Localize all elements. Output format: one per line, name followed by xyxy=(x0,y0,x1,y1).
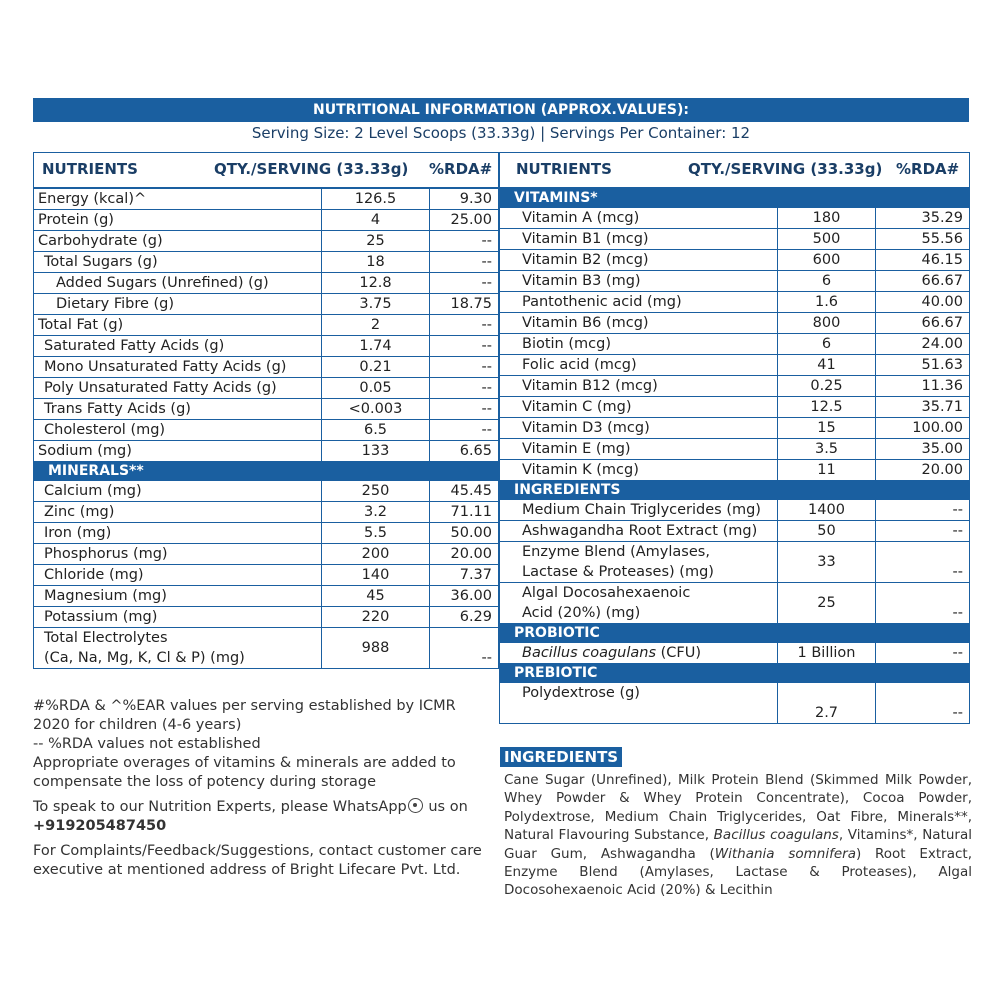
nutrient-rda: 7.37 xyxy=(430,565,499,586)
nutrient-qty: 11 xyxy=(778,460,876,481)
nutrient-qty: 1.74 xyxy=(322,336,430,357)
note-whatsapp xyxy=(33,798,493,836)
nutrient-name: Calcium (mg) xyxy=(34,481,322,502)
probiotic-section-label: PROBIOTIC xyxy=(500,624,970,643)
minerals-section xyxy=(34,462,499,481)
phone-number: +919205487450 xyxy=(33,818,167,834)
nutrient-qty: 1400 xyxy=(778,500,876,521)
table-row xyxy=(34,586,499,607)
nutrient-name: Total Fat (g) xyxy=(34,315,322,336)
nutrient-name: Cholesterol (mg) xyxy=(34,420,322,441)
nutrient-rda: 9.30 xyxy=(430,188,499,210)
nutrient-name xyxy=(500,583,778,624)
nutrient-rda: 24.00 xyxy=(876,334,970,355)
ingredients-title: INGREDIENTS xyxy=(500,747,622,767)
nutrient-rda: -- xyxy=(430,357,499,378)
table-row xyxy=(34,231,499,252)
table-row xyxy=(500,229,970,250)
nutrient-qty: 33 xyxy=(778,542,876,583)
nutrient-name: Trans Fatty Acids (g) xyxy=(34,399,322,420)
whatsapp-text-2: us on xyxy=(423,799,468,815)
nutrient-qty: 1.6 xyxy=(778,292,876,313)
vitamins-section xyxy=(500,188,970,208)
table-row xyxy=(500,439,970,460)
right-nutrition-table xyxy=(499,152,970,724)
table-row xyxy=(500,292,970,313)
table-row xyxy=(34,357,499,378)
nutrient-name: Folic acid (mcg) xyxy=(500,355,778,376)
nutrient-rda: -- xyxy=(876,583,970,624)
nutrient-rda: -- xyxy=(876,542,970,583)
nutrient-qty: 50 xyxy=(778,521,876,542)
nutrient-qty: 25 xyxy=(322,231,430,252)
prebiotic-section-label: PREBIOTIC xyxy=(500,664,970,683)
nutrient-name: Pantothenic acid (mg) xyxy=(500,292,778,313)
table-row xyxy=(34,481,499,502)
note-complaints: For Complaints/Feedback/Suggestions, contact customer care executive at mentioned address of Bright Lifecare Pvt. Ltd. xyxy=(33,843,482,878)
header-qty: QTY./SERVING (33.33g) xyxy=(688,160,883,178)
prebiotic-section xyxy=(500,664,970,683)
table-row xyxy=(500,643,970,664)
nutrient-rda: 51.63 xyxy=(876,355,970,376)
table-row xyxy=(34,544,499,565)
table-row xyxy=(500,271,970,292)
table-row xyxy=(34,502,499,523)
table-row xyxy=(34,252,499,273)
nutrient-qty: 45 xyxy=(322,586,430,607)
table-row xyxy=(500,583,970,624)
nutrient-qty: 0.25 xyxy=(778,376,876,397)
nutrient-name: Vitamin A (mcg) xyxy=(500,208,778,229)
nutrient-name: Iron (mg) xyxy=(34,523,322,544)
nutrient-qty: 2.7 xyxy=(778,683,876,724)
header-rda: %RDA# xyxy=(896,160,960,178)
nutrient-name: Energy (kcal)^ xyxy=(34,188,322,210)
nutrient-name: Vitamin D3 (mcg) xyxy=(500,418,778,439)
nutrient-name: Biotin (mcg) xyxy=(500,334,778,355)
table-row xyxy=(34,188,499,210)
nutrient-name: Saturated Fatty Acids (g) xyxy=(34,336,322,357)
serving-size-line: Serving Size: 2 Level Scoops (33.33g) | Servings Per Container: 12 xyxy=(251,124,751,142)
nutrient-qty: 600 xyxy=(778,250,876,271)
nutrient-rda: 40.00 xyxy=(876,292,970,313)
nutrient-name: Sodium (mg) xyxy=(34,441,322,462)
right-table-header xyxy=(500,153,970,189)
nutrient-rda: 6.29 xyxy=(430,607,499,628)
minerals-section-label: MINERALS** xyxy=(34,462,499,481)
nutrient-name: Vitamin B1 (mcg) xyxy=(500,229,778,250)
nutrient-rda: 35.71 xyxy=(876,397,970,418)
table-row xyxy=(500,683,970,724)
nutrient-name: Chloride (mg) xyxy=(34,565,322,586)
nutrient-rda: 66.67 xyxy=(876,271,970,292)
nutrient-rda: 35.29 xyxy=(876,208,970,229)
table-row xyxy=(34,399,499,420)
nutrient-rda: 55.56 xyxy=(876,229,970,250)
table-row xyxy=(34,607,499,628)
table-row xyxy=(34,565,499,586)
nutrient-name-line-2: Acid (20%) (mg) xyxy=(522,605,641,621)
nutrient-rda: 20.00 xyxy=(876,460,970,481)
nutrient-name-line-1: Total Electrolytes xyxy=(44,630,168,646)
table-row xyxy=(34,315,499,336)
nutrient-rda: -- xyxy=(430,378,499,399)
table-row xyxy=(500,542,970,583)
table-row xyxy=(500,500,970,521)
nutrient-rda: 45.45 xyxy=(430,481,499,502)
note-rda-not-established: -- %RDA values not established xyxy=(33,736,261,752)
nutrient-qty: 3.2 xyxy=(322,502,430,523)
nutrient-name: Vitamin B12 (mcg) xyxy=(500,376,778,397)
nutrient-qty: 220 xyxy=(322,607,430,628)
nutrient-rda: 36.00 xyxy=(430,586,499,607)
header-qty: QTY./SERVING (33.33g) xyxy=(214,160,409,178)
nutrient-name-line-2: Lactase & Proteases) (mg) xyxy=(522,564,714,580)
nutrient-rda: 18.75 xyxy=(430,294,499,315)
header-rda: %RDA# xyxy=(429,160,493,178)
nutrient-name: Poly Unsaturated Fatty Acids (g) xyxy=(34,378,322,399)
table-row xyxy=(34,336,499,357)
nutrient-name xyxy=(500,643,778,664)
nutrient-name: Zinc (mg) xyxy=(34,502,322,523)
table-row xyxy=(34,523,499,544)
nutrient-qty: 0.21 xyxy=(322,357,430,378)
table-row xyxy=(34,378,499,399)
nutrient-rda: -- xyxy=(876,683,970,724)
table-row xyxy=(500,397,970,418)
table-row xyxy=(34,273,499,294)
nutrient-name: Mono Unsaturated Fatty Acids (g) xyxy=(34,357,322,378)
nutrient-name-italic: Bacillus coagulans xyxy=(522,645,657,661)
nutrient-rda: 35.00 xyxy=(876,439,970,460)
nutrient-name-rest: (CFU) xyxy=(656,645,702,661)
nutrient-rda: -- xyxy=(430,336,499,357)
nutrient-name: Polydextrose (g) xyxy=(500,683,778,724)
nutrient-qty: 500 xyxy=(778,229,876,250)
footnotes xyxy=(33,697,493,880)
table-row xyxy=(34,420,499,441)
ingredients-italic-2: Withania somnifera xyxy=(714,845,856,862)
nutrient-qty: 3.5 xyxy=(778,439,876,460)
nutrient-qty: 3.75 xyxy=(322,294,430,315)
nutrient-name: Ashwagandha Root Extract (mg) xyxy=(500,521,778,542)
nutrient-name: Potassium (mg) xyxy=(34,607,322,628)
note-rda-ear: #%RDA & ^%EAR values per serving established by ICMR 2020 for children (4-6 years) xyxy=(33,698,456,733)
nutrient-rda: 6.65 xyxy=(430,441,499,462)
nutrient-name: Added Sugars (Unrefined) (g) xyxy=(34,273,322,294)
nutrient-qty: 200 xyxy=(322,544,430,565)
nutrient-qty: 4 xyxy=(322,210,430,231)
nutrient-name: Phosphorus (mg) xyxy=(34,544,322,565)
whatsapp-text: To speak to our Nutrition Experts, please WhatsApp xyxy=(33,799,407,815)
nutrient-name: Medium Chain Triglycerides (mg) xyxy=(500,500,778,521)
nutrient-rda: -- xyxy=(430,399,499,420)
left-table-header xyxy=(34,153,499,189)
nutrient-qty: 6 xyxy=(778,334,876,355)
ingredients-section-label: INGREDIENTS xyxy=(500,481,970,500)
table-row xyxy=(500,208,970,229)
nutrient-qty: 41 xyxy=(778,355,876,376)
table-row xyxy=(500,460,970,481)
nutrient-qty: 140 xyxy=(322,565,430,586)
nutrient-rda: -- xyxy=(430,273,499,294)
nutrient-name xyxy=(34,628,322,669)
ingredients-section xyxy=(500,481,970,500)
ingredients-part-1: Cane Sugar (Unrefined), Milk Protein Blend (Skimmed Milk Powder, Whey Powder & Whey Protein Concentrate), Cocoa Powder, Polydextrose, Medium Chain Triglycerides, Oat Fibre, Minerals**, Natural Flavouring Substance, xyxy=(504,772,972,844)
ingredients-italic-1: Bacillus coagulans xyxy=(713,827,839,844)
table-row xyxy=(500,334,970,355)
nutrient-name: Carbohydrate (g) xyxy=(34,231,322,252)
nutrient-rda: -- xyxy=(430,315,499,336)
nutrient-qty: 2 xyxy=(322,315,430,336)
nutrient-name: Vitamin K (mcg) xyxy=(500,460,778,481)
nutrient-rda: 71.11 xyxy=(430,502,499,523)
nutrient-qty: 5.5 xyxy=(322,523,430,544)
table-row xyxy=(34,294,499,315)
nutrient-rda: -- xyxy=(430,628,499,669)
nutrient-qty: 0.05 xyxy=(322,378,430,399)
nutrient-qty: 800 xyxy=(778,313,876,334)
header-nutrients: NUTRIENTS xyxy=(42,160,138,178)
nutrient-qty: 126.5 xyxy=(322,188,430,210)
header-nutrients: NUTRIENTS xyxy=(516,160,612,178)
table-row xyxy=(500,250,970,271)
nutrient-rda: -- xyxy=(876,643,970,664)
note-overages: Appropriate overages of vitamins & minerals are added to compensate the loss of potency during storage xyxy=(33,755,456,790)
nutrient-name: Magnesium (mg) xyxy=(34,586,322,607)
nutrient-name: Total Sugars (g) xyxy=(34,252,322,273)
nutrient-rda: 46.15 xyxy=(876,250,970,271)
nutrient-name: Vitamin B3 (mg) xyxy=(500,271,778,292)
nutrient-qty: 133 xyxy=(322,441,430,462)
table-row xyxy=(500,521,970,542)
table-row xyxy=(500,418,970,439)
nutrient-name: Vitamin B2 (mcg) xyxy=(500,250,778,271)
nutrient-qty: 180 xyxy=(778,208,876,229)
nutrient-rda: -- xyxy=(430,252,499,273)
nutrient-qty: 12.8 xyxy=(322,273,430,294)
table-row xyxy=(34,210,499,231)
table-row xyxy=(34,441,499,462)
whatsapp-icon xyxy=(408,798,423,813)
nutrient-qty: 6.5 xyxy=(322,420,430,441)
nutrient-rda: 20.00 xyxy=(430,544,499,565)
nutrient-rda: -- xyxy=(430,420,499,441)
ingredients-text xyxy=(504,771,972,900)
probiotic-section xyxy=(500,624,970,643)
nutrient-qty: 18 xyxy=(322,252,430,273)
nutrient-rda: -- xyxy=(876,500,970,521)
nutrient-qty: 6 xyxy=(778,271,876,292)
nutrient-name: Vitamin E (mg) xyxy=(500,439,778,460)
vitamins-section-label: VITAMINS* xyxy=(500,188,970,208)
left-nutrition-table xyxy=(33,152,499,669)
nutrient-rda: 25.00 xyxy=(430,210,499,231)
nutrient-rda: 50.00 xyxy=(430,523,499,544)
nutrient-qty: 12.5 xyxy=(778,397,876,418)
nutrition-banner: NUTRITIONAL INFORMATION (APPROX.VALUES): xyxy=(33,98,969,122)
nutrient-rda: 100.00 xyxy=(876,418,970,439)
nutrient-name-line-1: Enzyme Blend (Amylases, xyxy=(522,544,710,560)
nutrient-qty: 15 xyxy=(778,418,876,439)
table-row xyxy=(34,628,499,669)
nutrient-rda: 66.67 xyxy=(876,313,970,334)
nutrient-name: Vitamin C (mg) xyxy=(500,397,778,418)
nutrient-qty: 25 xyxy=(778,583,876,624)
ingredients-part-3: ) Root Extract, Enzyme Blend (Amylases, Lactase & Proteases), Algal Docosohexaenoic Acid (20%) & Lecithin xyxy=(504,845,972,899)
nutrient-rda: -- xyxy=(876,521,970,542)
nutrient-rda: -- xyxy=(430,231,499,252)
table-row xyxy=(500,355,970,376)
nutrient-name xyxy=(500,542,778,583)
nutrient-rda: 11.36 xyxy=(876,376,970,397)
nutrient-qty: 1 Billion xyxy=(778,643,876,664)
nutrient-qty: 988 xyxy=(322,628,430,669)
nutrient-name-line-2: (Ca, Na, Mg, K, Cl & P) (mg) xyxy=(44,650,245,666)
nutrient-qty: 250 xyxy=(322,481,430,502)
nutrient-name: Dietary Fibre (g) xyxy=(34,294,322,315)
nutrient-qty: <0.003 xyxy=(322,399,430,420)
nutrient-name: Protein (g) xyxy=(34,210,322,231)
table-row xyxy=(500,313,970,334)
nutrient-name: Vitamin B6 (mcg) xyxy=(500,313,778,334)
nutrient-name-line-1: Algal Docosahexaenoic xyxy=(522,585,691,601)
ingredients-part-2: , Vitamins*, Natural Guar Gum, Ashwagandha ( xyxy=(504,827,972,862)
table-row xyxy=(500,376,970,397)
